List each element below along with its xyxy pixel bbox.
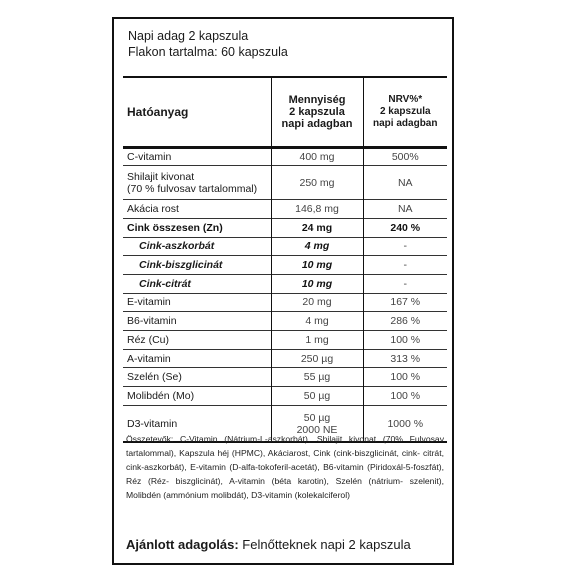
ingredient-name: Cink-biszglicinát [139,259,223,272]
ingredient-quantity-line: 2000 NE [296,423,338,436]
daily-dose-text: Napi adag 2 kapszula [128,29,249,43]
ingredient-nrv: - [363,274,447,293]
ingredient-nrv: - [363,256,447,275]
header-nrv-line: napi adagban [373,117,438,129]
ingredient-nrv: 167 % [363,293,447,312]
ingredient-nrv: 313 % [363,349,447,368]
ingredient-quantity-line: 50 µg [303,411,331,424]
ingredient-quantity: 4 mg [271,237,363,256]
table-row [123,387,447,406]
ingredient-name: Cink összesen (Zn) [127,221,223,234]
ingredient-name: Cink-citrát [139,277,191,290]
table-row [123,256,447,275]
nutrition-table [123,76,447,443]
header-nrv-line: NRV%* [388,93,423,105]
table-row [123,166,447,200]
table-header-row [123,77,447,147]
ingredient-nrv: - [363,237,447,256]
ingredient-name [123,166,271,200]
table-row [123,312,447,331]
ingredient-name: Akácia rost [127,203,179,216]
ingredient-name: Szelén (Se) [127,371,182,384]
table-row [123,331,447,350]
bottle-contents-text: Flakon tartalma: 60 kapszula [128,45,288,59]
table-row [123,200,447,219]
header-quantity-line: napi adagban [281,117,353,130]
ingredient-name: B6-vitamin [127,315,177,328]
table-row [123,147,447,166]
header-nrv-line: 2 kapszula [379,105,431,117]
table-row [123,368,447,387]
ingredient-quantity: 55 µg [271,368,363,387]
header-active-ingredient: Hatóanyag [123,77,271,147]
ingredient-name: Cink-aszkorbát [139,240,215,253]
ingredient-nrv: 240 % [363,218,447,237]
ingredient-quantity: 250 µg [271,349,363,368]
ingredient-name: Molibdén (Mo) [127,389,195,402]
intro-block [128,28,288,60]
ingredient-quantity: 10 mg [271,256,363,275]
recommended-dose [126,537,411,552]
header-quantity-line: 2 kapszula [289,105,345,118]
ingredient-quantity: 146,8 mg [271,200,363,219]
ingredient-nrv: 500% [363,147,447,166]
ingredient-name: E-vitamin [127,296,171,309]
ingredient-quantity: 400 mg [271,147,363,166]
header-quantity-line: Mennyiség [288,93,346,106]
ingredient-quantity: 20 mg [271,293,363,312]
ingredient-name: A-vitamin [127,352,171,365]
ingredient-name: C-vitamin [127,150,172,163]
recommended-dose-label: Ajánlott adagolás: [126,537,239,552]
ingredient-nrv: NA [363,166,447,200]
header-quantity [271,77,363,147]
ingredient-quantity: 1 mg [271,331,363,350]
ingredient-quantity: 50 µg [271,387,363,406]
table-row [123,293,447,312]
table-row [123,349,447,368]
ingredient-name: D3-vitamin [127,417,178,430]
supplement-facts-panel [112,17,454,565]
ingredient-nrv: 100 % [363,368,447,387]
ingredient-nrv: 100 % [363,387,447,406]
ingredient-name: Réz (Cu) [127,333,170,346]
recommended-dose-text: Felnőtteknek napi 2 kapszula [238,537,411,552]
ingredient-quantity: 24 mg [271,218,363,237]
ingredient-name-line: (70 % fulvosav tartalommal) [127,182,258,195]
ingredient-nrv: NA [363,200,447,219]
ingredient-quantity: 4 mg [271,312,363,331]
ingredients-list: Összetevők: C-Vitamin (Nátrium-L-aszkorbát), Shilajit kivonat (70% Fulvosav tartalommal), Kapszula héj (HPMC), Akáciarost, Cink (cink-biszglicinát, cink- citrát, cink-aszkorbát), E-vitamin (D-alfa-tokoferil-acetát), B6-vitamin (Piridoxál-5-foszfát), Réz (Réz- biszglicinát), A-vitamin (béta karotin), Szelén (nátrium- szelenit), Molibdén (ammónium molibdát), D3-vitamin (kolekalciferol) [126,434,444,500]
ingredient-quantity: 10 mg [271,274,363,293]
ingredient-quantity: 250 mg [271,166,363,200]
table-row [123,218,447,237]
table-row [123,274,447,293]
ingredient-nrv: 100 % [363,331,447,350]
header-nrv [363,77,447,147]
table-row [123,237,447,256]
ingredient-nrv: 1000 % [363,405,447,442]
ingredient-name-line: Shilajit kivonat [127,170,195,183]
ingredient-nrv: 286 % [363,312,447,331]
